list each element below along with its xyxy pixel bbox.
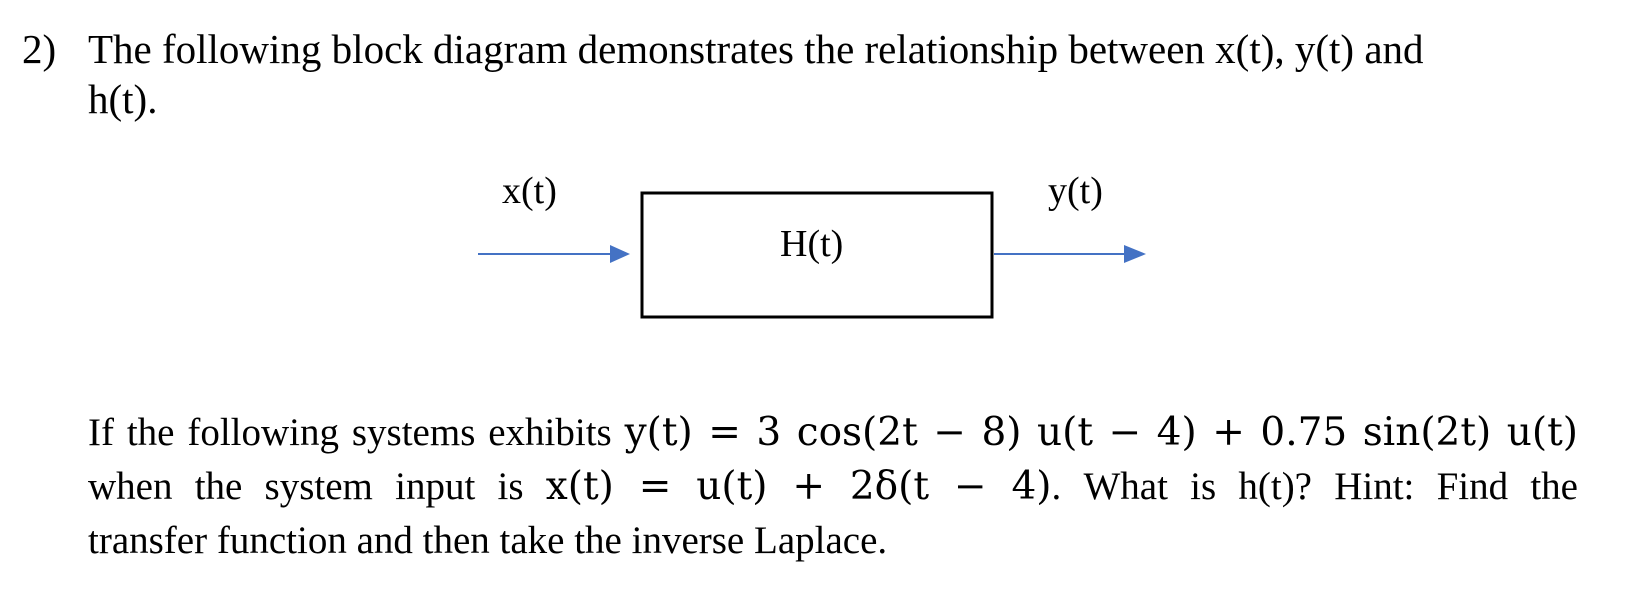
problem-line-1-text: If the following systems exhibits (88, 411, 625, 454)
output-equation: y(t) = 3 cos(2t − 8) u(t − 4) + 0.75 sin(2t) u(t) (624, 410, 1578, 455)
problem-statement (88, 406, 1578, 568)
problem-line-2-text-a: when the system input is (88, 465, 546, 508)
block-label: H(t) (780, 223, 844, 265)
input-arrow-head (610, 245, 630, 263)
problem-line-3: transfer function and then take the inverse Laplace. (88, 519, 888, 562)
output-label: y(t) (1048, 170, 1103, 212)
problem-line-1 (88, 406, 1578, 460)
question-number: 2) (22, 26, 57, 72)
question-title-line-1: The following block diagram demonstrates the relationship between x(t), y(t) and (88, 26, 1424, 72)
question-title-line-2: h(t). (88, 76, 158, 122)
input-equation: x(t) = u(t) + 2δ(t − 4) (545, 464, 1052, 509)
output-arrow-head (1124, 245, 1146, 263)
problem-line-2-text-b: . What is h(t)? Hint: Find the (1051, 465, 1578, 508)
input-label: x(t) (502, 170, 557, 212)
problem-line-2 (88, 460, 1578, 514)
